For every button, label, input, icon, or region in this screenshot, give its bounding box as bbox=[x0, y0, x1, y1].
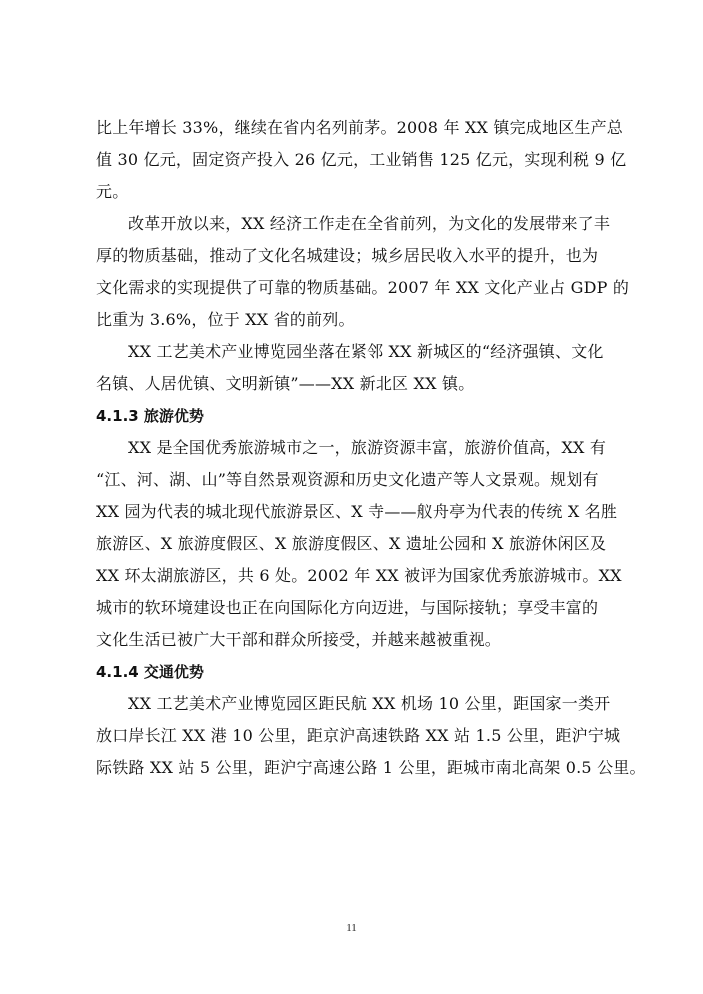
section-heading-tourism: 4.1.3 旅游优势 bbox=[96, 407, 204, 425]
paragraph-transport bbox=[96, 688, 646, 784]
text-line: 比重为 3.6%，位于 XX 省的前列。 bbox=[96, 310, 355, 329]
text-line: XX 是全国优秀旅游城市之一，旅游资源丰富，旅游价值高，XX 有 bbox=[128, 438, 607, 457]
text-line: “江、河、湖、山”等自然景观资源和历史文化遗产等人文景观。规划有 bbox=[96, 470, 599, 489]
text-line: 改革开放以来，XX 经济工作走在全省前列，为文化的发展带来了丰 bbox=[128, 214, 611, 233]
document-body bbox=[96, 112, 646, 784]
text-line: 元。 bbox=[96, 182, 129, 201]
text-line: 文化生活已被广大干部和群众所接受，并越来越被重视。 bbox=[96, 630, 502, 649]
text-line: 文化需求的实现提供了可靠的物质基础。2007 年 XX 文化产业占 GDP 的 bbox=[96, 278, 630, 297]
text-line: 比上年增长 33%，继续在省内名列前茅。2008 年 XX 镇完成地区生产总 bbox=[96, 118, 624, 137]
paragraph-tourism bbox=[96, 432, 626, 656]
text-line: XX 工艺美术产业博览园坐落在紧邻 XX 新城区的“经济强镇、文化 bbox=[128, 342, 604, 361]
text-line: XX 园为代表的城北现代旅游景区、X 寺——舣舟亭为代表的传统 X 名胜 bbox=[96, 502, 618, 521]
text-line: 旅游区、X 旅游度假区、X 旅游度假区、X 遗址公园和 X 旅游休闲区及 bbox=[96, 534, 607, 553]
text-line: 际铁路 XX 站 5 公里，距沪宁高速公路 1 公里，距城市南北高架 0.5 公里。 bbox=[96, 758, 646, 777]
paragraph-economy-stats bbox=[96, 112, 626, 208]
text-line: 城市的软环境建设也正在向国际化方向迈进，与国际接轨；享受丰富的 bbox=[96, 598, 599, 617]
section-heading-transport: 4.1.4 交通优势 bbox=[96, 663, 204, 681]
page-number: 11 bbox=[346, 922, 357, 934]
paragraph-reform bbox=[96, 208, 630, 336]
paragraph-expo-park-location bbox=[96, 336, 626, 400]
text-line: 厚的物质基础，推动了文化名城建设；城乡居民收入水平的提升，也为 bbox=[96, 246, 599, 265]
text-line: 值 30 亿元，固定资产投入 26 亿元，工业销售 125 亿元，实现利税 9 亿 bbox=[96, 150, 627, 169]
text-line: XX 环太湖旅游区，共 6 处。2002 年 XX 被评为国家优秀旅游城市。XX bbox=[96, 566, 622, 585]
text-line: 放口岸长江 XX 港 10 公里，距京沪高速铁路 XX 站 1.5 公里，距沪宁城 bbox=[96, 726, 621, 745]
text-line: 名镇、人居优镇、文明新镇”——XX 新北区 XX 镇。 bbox=[96, 374, 475, 393]
text-line: XX 工艺美术产业博览园区距民航 XX 机场 10 公里，距国家一类开 bbox=[128, 694, 611, 713]
